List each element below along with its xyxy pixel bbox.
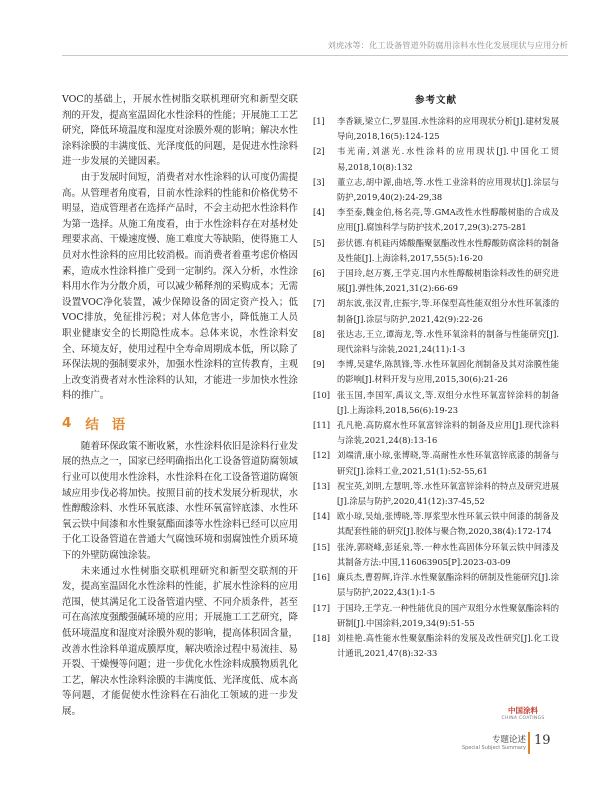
reference-text: 张涛,郭晓峰,彭延泉,等.一种水性高固体分环氧云铁中间漆及其制备方法:中国,116063905[P].2023-03-09 bbox=[337, 541, 559, 567]
reference-item bbox=[313, 266, 559, 296]
reference-text: 张达志,王立,谭海龙,等.水性环氧涂料的制备与性能研究[J].现代涂料与涂装,2021,24(11):1-3 bbox=[337, 328, 559, 355]
section-number: 4 bbox=[62, 414, 76, 431]
reference-item bbox=[313, 631, 559, 661]
logo-subtitle: CHINA COATINGS bbox=[501, 716, 545, 721]
reference-text: 廉兵杰,曹碧辉,许洋.水性聚氨酯涂料的研制及性能研究[J].涂层与防护,2022,43(1):1-5 bbox=[337, 572, 559, 598]
reference-item bbox=[313, 509, 559, 539]
reference-text: 祝宝英,刘明,左慧明,等.水性环氧富锌涂料的特点及研究进展[J].涂层与防护,2020,41(12):37-45,52 bbox=[337, 480, 559, 507]
left-column bbox=[62, 92, 298, 720]
reference-text: 刘端清,康小琼,张博晓,等.高耐性水性环氧富锌底漆的制备与研究[J].涂料工业,2021,51(1):52-55,61 bbox=[337, 450, 559, 476]
running-header: 刘虎冰等：化工设备管道外防腐用涂料水性化发展现状与应用分析 bbox=[327, 40, 568, 50]
reference-text: 胡东波,张汉青,庄振宇,等.环保型高性能双组分水性环氧漆的制备[J].涂层与防护,2021,42(9):22-26 bbox=[337, 298, 559, 324]
reference-number: [10] bbox=[313, 389, 331, 400]
reference-number: [9] bbox=[313, 359, 325, 370]
reference-item bbox=[313, 296, 559, 326]
reference-item bbox=[313, 601, 559, 631]
reference-number: [17] bbox=[313, 602, 331, 613]
reference-number: [4] bbox=[313, 207, 325, 218]
reference-number: [5] bbox=[313, 237, 325, 248]
body-paragraph: 由于发展时间短，消费者对水性涂料的认可度仍需提高。从管理者角度看，目前水性涂料的性能和价格优势不明显，造成管理者在选择产品时，不会主动把水性涂料作为第一选择。从施工角度看，由于水性涂料存在对基材处理要求高、干燥速度慢、施工难度大等缺陷，使得施工人员对水性涂料的应用比较消极。而消费者着重考虑价格因素，造成水性涂料推广受到一定制约。深入分析，水性涂料用水作为分散介质，可以减少稀释剂的采购成本；无需设置VOC净化装置，减少保障设备的固定资产投入；低VOC排放，免征排污税；对人体危害小，降低施工人员职业健康安全的长期隐性成本。总体来说，水性涂料安全、环境友好，使用过程中全寿命周期成本低，所以除了环保法规的强制要求外，加强水性涂料的宣传教育，主观上改变消费者对水性涂料的认知，才能进一步加快水性涂料的推广。 bbox=[62, 171, 298, 402]
reference-text: 李香颖,梁立仁,罗显国.水性涂料的应用现状分析[J].建材发展导向,2018,16(5):124-125 bbox=[337, 116, 559, 142]
reference-text: 董立志,胡中源,曲培,等.水性工业涂料的应用现状[J].涂层与防护,2019,40(2):24-29,38 bbox=[337, 176, 559, 203]
footer-column-label bbox=[446, 733, 526, 751]
reference-text: 孔凡艳.高防腐水性环氧富锌涂料的制备及应用[J].现代涂料与涂装,2021,24(8):13-16 bbox=[337, 420, 559, 446]
body-paragraph: VOC的基础上，开展水性树脂交联机理研究和新型交联剂的开发，提高室温固化水性涂料的性能；开展施工工艺研究，降低环境温度和湿度对涂膜外观的影响；解决水性涂料涂膜的丰满度低、光泽度低的问题，是促进水性涂料进一步发展的关键因素。 bbox=[62, 94, 298, 168]
reference-text: 欧小琼,吴灿,张博晓,等.厚浆型水性环氧云铁中间漆的制备及其配套性能的研究[J].胶体与聚合物,2020,38(4):172-174 bbox=[337, 511, 559, 537]
reference-text: 韦光南,刘湛光.水性涂料的应用现状[J].中国化工贸易,2018,10(8):132 bbox=[337, 146, 559, 172]
reference-number: [14] bbox=[313, 511, 331, 522]
reference-number: [1] bbox=[313, 116, 325, 126]
reference-number: [15] bbox=[313, 541, 331, 552]
body-paragraph: 随着环保政策不断收紧，水性涂料依旧是涂料行业发展的热点之一，国家已经明确指出化工设备管道防腐领域行业可以使用水性涂料，水性涂料在化工设备管道防腐领域应用步伐必将加快。按照目前的技术发展分析现状，水性醇酸涂料、水性环氧底漆、水性环氧富锌底漆、水性环氧云铁中间漆和水性聚氨酯面漆等水性涂料已经可以应用于化工设备管道在普通大气腐蚀环境和弱腐蚀性介质环境下的外壁防腐蚀涂装。 bbox=[62, 440, 298, 562]
reference-item bbox=[313, 418, 559, 448]
section-heading bbox=[62, 413, 298, 433]
reference-number: [11] bbox=[313, 420, 331, 431]
reference-number: [6] bbox=[313, 268, 325, 279]
header-rule bbox=[62, 55, 568, 56]
reference-text: 于国玲,王学克.一种性能优良的国产双组分水性聚氨酯涂料的研制[J].中国涂料,2019,34(9):51-55 bbox=[337, 602, 559, 628]
reference-number: [12] bbox=[313, 450, 331, 461]
reference-item bbox=[313, 205, 559, 235]
page-number: 19 bbox=[534, 733, 551, 748]
reference-item bbox=[313, 144, 559, 174]
reference-item bbox=[313, 175, 559, 205]
journal-logo bbox=[497, 705, 549, 721]
reference-text: 彭伏德.有机硅丙烯酸酯聚氨酯改性水性醇酸防腐涂料的制备及性能[J].上海涂料,2017,55(5):16-20 bbox=[337, 237, 559, 263]
footer-column-name: 专题论述 bbox=[491, 735, 526, 745]
reference-item bbox=[313, 236, 559, 266]
section-title: 结 语 bbox=[85, 416, 130, 433]
reference-number: [2] bbox=[313, 146, 325, 157]
reference-text: 于国玲,赵万赛,王学克.国内水性醇酸树脂涂料改性的研究进展[J].弹性体,2021,31(2):66-69 bbox=[337, 268, 559, 294]
reference-number: [7] bbox=[313, 298, 325, 309]
reference-number: [8] bbox=[313, 328, 325, 339]
footer-accent-bar bbox=[528, 732, 530, 754]
reference-item bbox=[313, 357, 559, 387]
reference-number: [3] bbox=[313, 176, 325, 187]
reference-item bbox=[313, 388, 559, 418]
references-heading: 参考文献 bbox=[414, 95, 457, 106]
reference-item bbox=[313, 327, 559, 357]
reference-number: [18] bbox=[313, 632, 331, 643]
reference-item bbox=[313, 114, 559, 144]
body-paragraph: 未来通过水性树脂交联机理研究和新型交联剂的开发，提高室温固化水性涂料的性能，扩展水性涂料的应用范围，使其满足化工设备管道内壁、不同介质条件，甚至可在高浓度强酸强碱环境的应用；开展施工工艺研究，降低环境温度和湿度对涂膜外观的影响，提高体积固含量，改善水性涂料单道成膜厚度，解决喷涂过程中易流挂、易开裂、干燥慢等问题；进一步优化水性涂料成膜物质乳化工艺，解决水性涂料涂膜的丰满度低、光泽度低、成本高等问题，才能促使水性涂料在石油化工领域的进一步发展。 bbox=[62, 565, 298, 717]
reference-number: [16] bbox=[313, 572, 331, 583]
reference-text: 张玉国,李国军,禹议文,等.双组分水性环氧富锌涂料的制备[J].上海涂料,2018,56(6):19-23 bbox=[337, 389, 559, 415]
reference-item bbox=[313, 479, 559, 509]
reference-text: 李博,吴建华,陈凯锋,等.水性环氧固化剂制备及其对涂膜性能的影响[J].材料开发与应用,2015,30(6):21-26 bbox=[337, 359, 559, 385]
footer-column-name-en: Special Subject Summary bbox=[461, 745, 526, 751]
reference-item bbox=[313, 448, 559, 478]
reference-item bbox=[313, 570, 559, 600]
references-column bbox=[313, 92, 559, 661]
reference-text: 李至泰,魏金伯,杨名亮,等.GMA改性水性醇酸树脂的合成及应用[J].腐蚀科学与防护技术,2017,29(3):275-281 bbox=[337, 207, 559, 233]
logo-name: 中国涂料 bbox=[508, 706, 538, 715]
reference-item bbox=[313, 540, 559, 570]
reference-text: 刘桂艳.高性能水性聚氨酯涂料的发展及改性研究[J].化工设计通讯,2021,47(8):32-33 bbox=[337, 632, 559, 659]
reference-list bbox=[313, 114, 559, 661]
reference-number: [13] bbox=[313, 480, 331, 491]
